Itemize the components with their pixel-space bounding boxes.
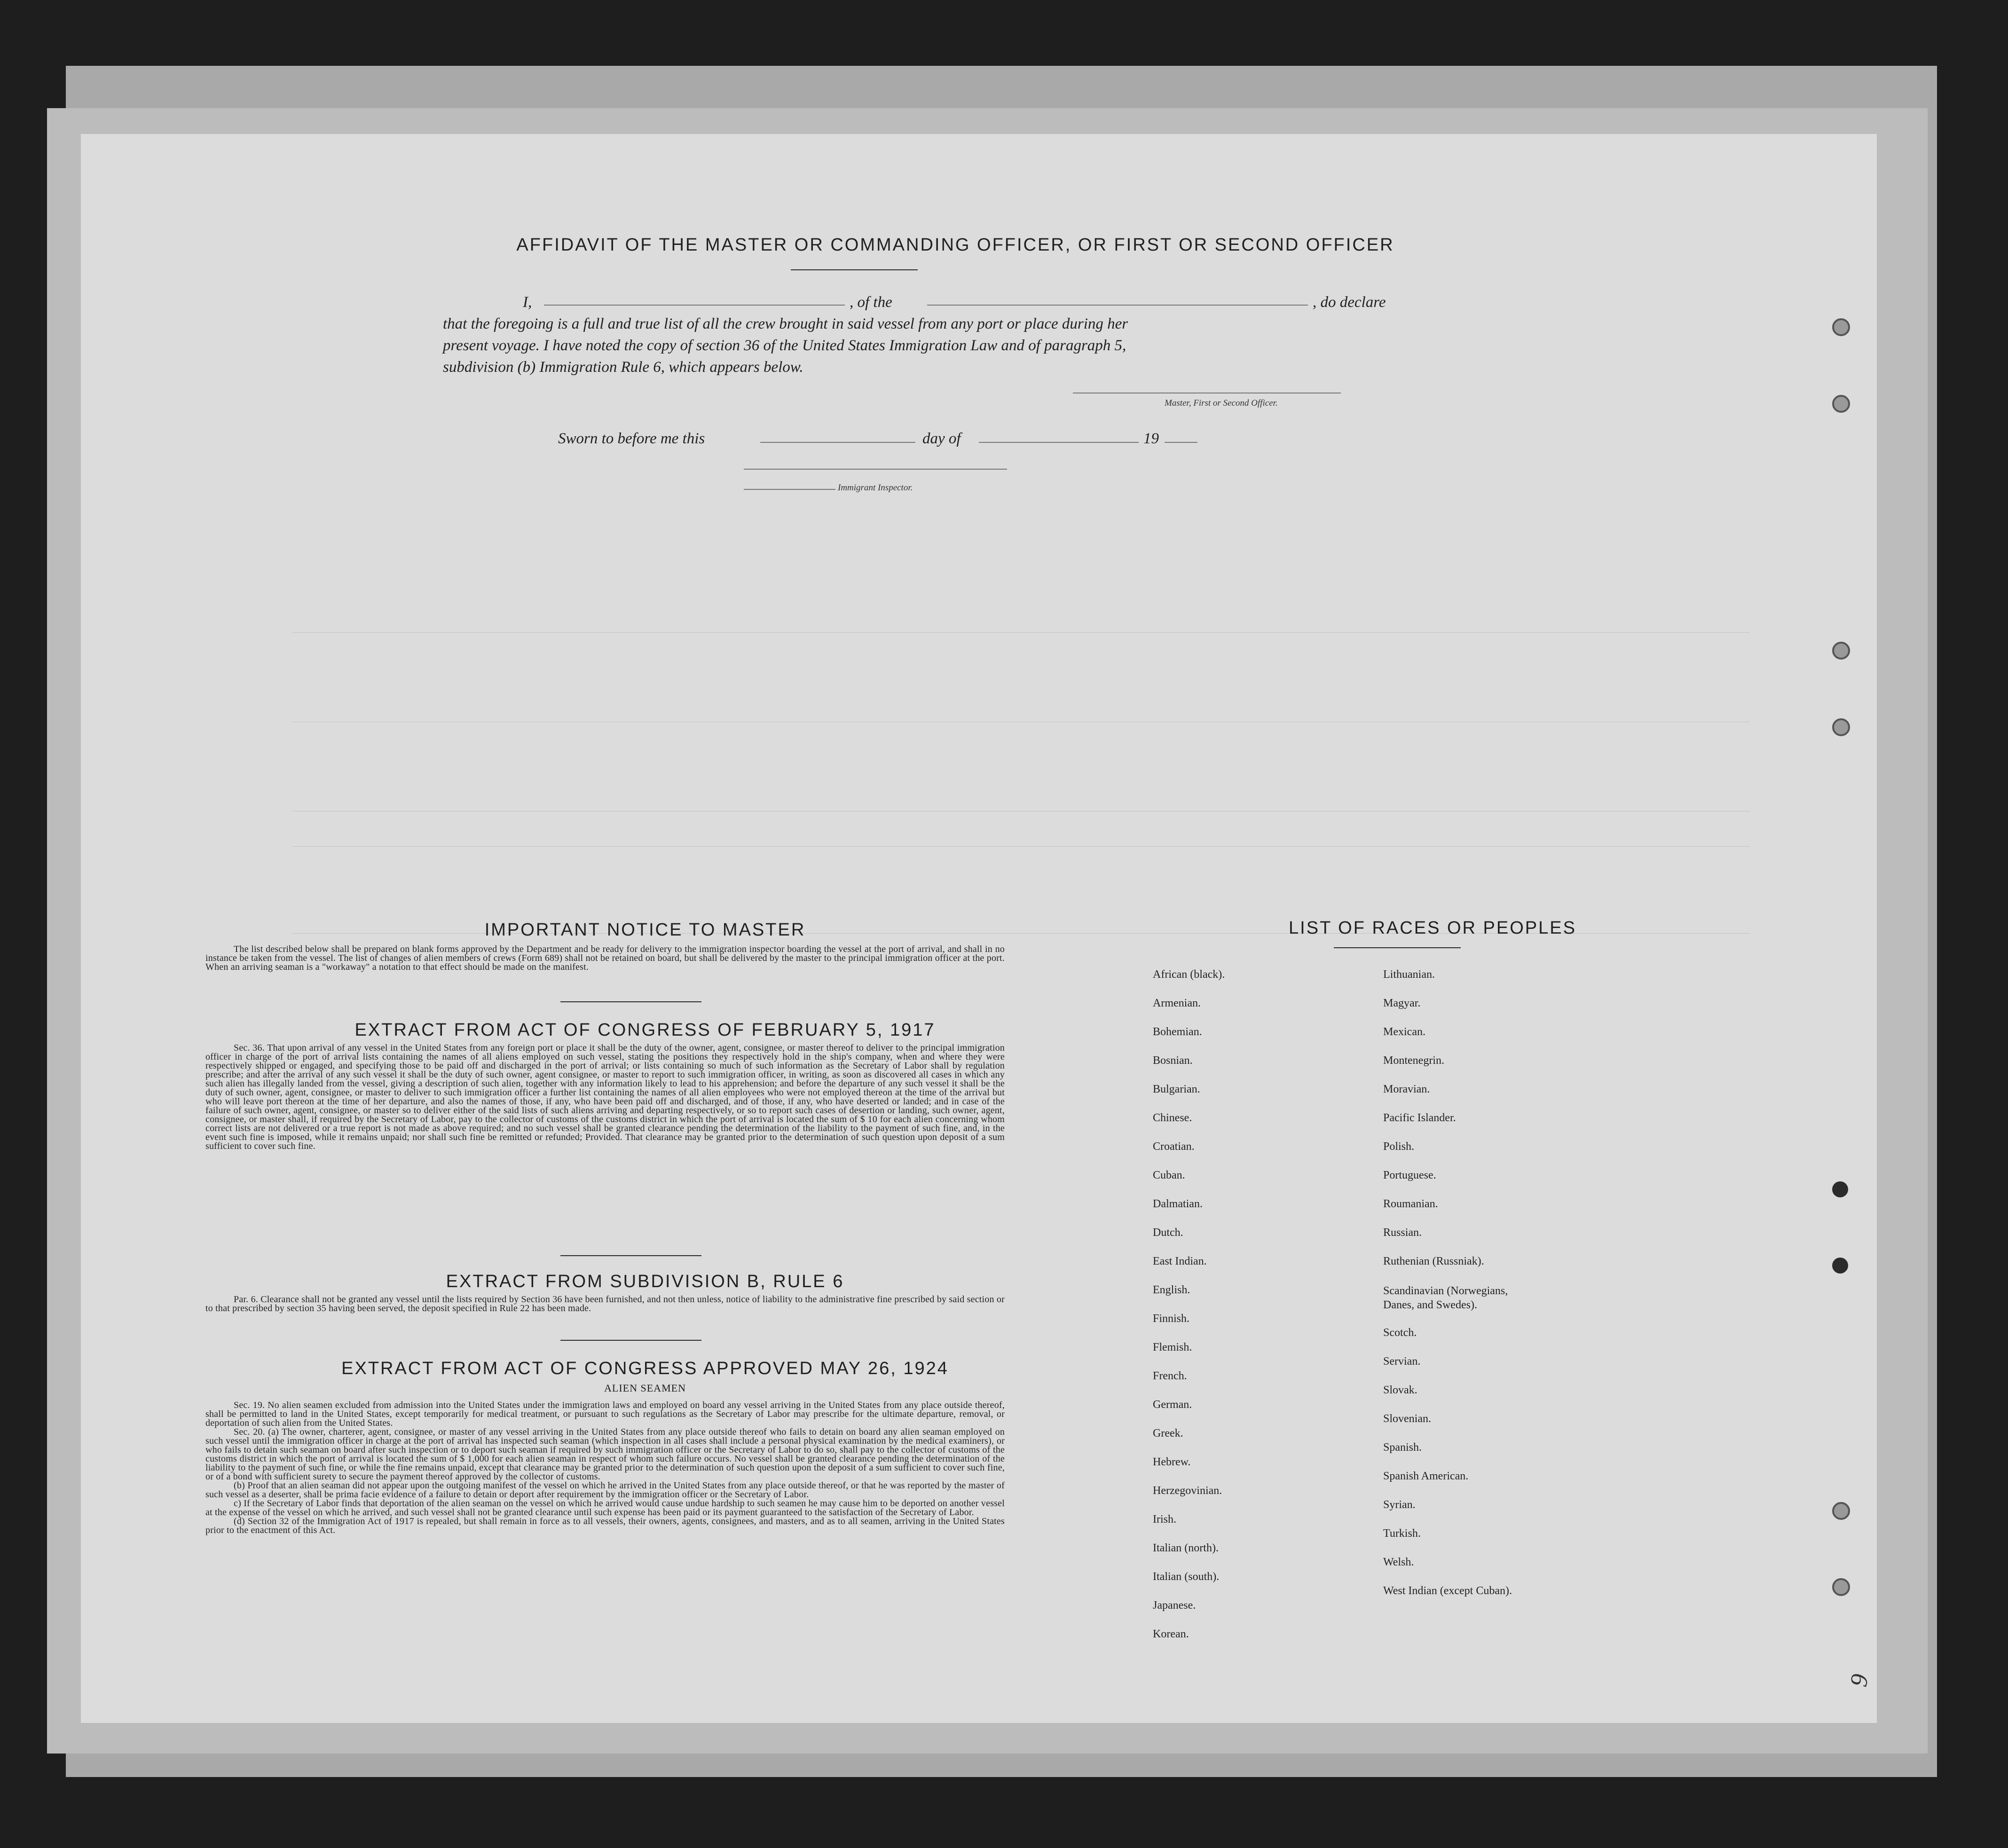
binder-hole (1832, 1578, 1850, 1596)
race-item: West Indian (except Cuban). (1383, 1585, 1512, 1597)
race-item: Korean. (1153, 1628, 1189, 1640)
race-item: Chinese. (1153, 1112, 1192, 1124)
binder-hole (1832, 395, 1850, 413)
title-rule (791, 269, 918, 270)
signature-caption: Master, First or Second Officer. (1165, 398, 1278, 408)
race-item: Slovak. (1383, 1384, 1417, 1396)
binder-hole (1832, 1502, 1850, 1520)
of-the-label: , of the (850, 294, 892, 311)
extract-1917-rule (560, 1255, 701, 1256)
race-item: Welsh. (1383, 1556, 1414, 1568)
sec20a-text: Sec. 20. (a) The owner, charterer, agent, consignee, or master of any vessel arriving in the United States from any place outside thereof who fails to detain on board any alien seaman employed on such vessel until the immigration officer in charge at the port of arrival has inspected such seaman (which inspection in all cases shall include a personal physical examination by the medical examiners), or who fails to detain such seaman on board after such inspection or to deport such seaman if required by such immigration officer or the Secretary of Labor to do so, shall pay to the collector of customs of the customs district in which the port of arrival is located the sum of $ 1,000 for each alien seaman in respect of whom such failure occurs. No vessel shall be granted clearance pending the determination of the liability to the payment of such fine, or while the fine remains unpaid, except that clearance may be granted prior to the determination of such question upon the deposit of a sum sufficient to cover such fine, or of a bond with sufficient surety to secure the payment thereof approved by the collector of customs. (205, 1427, 1005, 1482)
inspector-caption: Immigrant Inspector. (838, 483, 913, 493)
manifest-page (81, 134, 1877, 1723)
name-blank[interactable] (544, 305, 845, 306)
race-item: Magyar. (1383, 997, 1421, 1009)
race-item: Spanish American. (1383, 1470, 1469, 1482)
declaration-line-2: present voyage. I have noted the copy of section 36 of the United States Immigration Law and of paragraph 5, (443, 337, 1126, 354)
race-item: Polish. (1383, 1140, 1415, 1153)
extract-1924-body (205, 1401, 1005, 1535)
notice-rule (560, 1001, 701, 1002)
binder-hole (1832, 318, 1850, 336)
extract-rule6-body (205, 1295, 1005, 1313)
binder-hole (1832, 1258, 1848, 1274)
race-item: Armenian. (1153, 997, 1201, 1009)
extract-1924-title: EXTRACT FROM ACT OF CONGRESS APPROVED MAY 26, 1924 (341, 1359, 949, 1378)
race-item: Japanese. (1153, 1599, 1196, 1612)
month-blank[interactable] (979, 442, 1139, 443)
race-item: English. (1153, 1284, 1190, 1296)
day-blank[interactable] (760, 442, 915, 443)
race-item: Scandinavian (Norwegians, Danes, and Swedes). (1383, 1285, 1508, 1311)
race-item: Hebrew. (1153, 1456, 1191, 1468)
affidavit-title: AFFIDAVIT OF THE MASTER OR COMMANDING OFFICER, OR FIRST OR SECOND OFFICER (516, 235, 1394, 255)
race-item: French. (1153, 1370, 1187, 1382)
race-item: Mexican. (1383, 1026, 1425, 1038)
inspector-line-left (744, 489, 835, 490)
race-item: Lithuanian. (1383, 968, 1435, 981)
race-item: Bulgarian. (1153, 1083, 1200, 1095)
extract-rule6-title: EXTRACT FROM SUBDIVISION B, RULE 6 (446, 1272, 844, 1291)
do-declare-label: , do declare (1313, 294, 1386, 311)
extract-1917-body (205, 1044, 1005, 1151)
notice-text: The list described below shall be prepared on blank forms approved by the Department and be ready for delivery to the immigration inspector boarding the vessel at the port of arrival, and shall in no instance be taken from the vessel. The list of changes of alien members of crews (Form 689) shall not be retained on board, but shall be delivered by the master to the principal immigration officer at the port. When an arriving seaman is a "workaway" a notation to that effect should be made on the manifest. (205, 944, 1005, 972)
declaration-line-1: that the foregoing is a full and true list of all the crew brought in said vessel from any port or place during her (443, 315, 1128, 332)
race-item: Dalmatian. (1153, 1198, 1203, 1210)
race-item: Spanish. (1383, 1441, 1422, 1454)
race-item: Italian (north). (1153, 1542, 1219, 1554)
notice-title: IMPORTANT NOTICE TO MASTER (484, 920, 806, 940)
races-rule (1334, 947, 1461, 948)
sec20c-text: c) If the Secretary of Labor finds that deportation of the alien seaman on the vessel on which he arrived would cause undue hardship to such seamen he may cause him to be deported on another vessel at the expense of the vessel on which he arrived, and such vessel shall not be granted clearance until such expense has been paid or its payment guaranteed to the satisfaction of the Secretary of Labor. (205, 1498, 1005, 1518)
day-of-label: day of (922, 430, 961, 447)
binder-hole (1832, 642, 1850, 660)
blank-row (292, 632, 1750, 633)
sec19-text: Sec. 19. No alien seamen excluded from admission into the United States under the immigration laws and employed on board any vessel arriving in the United States from any place outside thereof, shall be permitted to land in the United States, except temporarily for medical treatment, or pursuant to such regulations as the Secretary of Labor may prescribe for the ultimate departure, removal, or deportation of such alien from the United States. (205, 1400, 1005, 1428)
extract-1917-text: Sec. 36. That upon arrival of any vessel in the United States from any foreign port or place it shall be the duty of the owner, agent, consignee, or master thereof to deliver to the principal immigration officer in charge of the port of arrival lists containing the names of all aliens employed on such vessel, stating the positions they respectively hold in the ship's company, when and where they were respectively shipped or engaged, and specifying those to be paid off and discharged in the port of arrival; or lists containing so much of such information as the Secretary of Labor shall by regulation prescribe; and after the arrival of any such vessel it shall be the duty of such owner, agent consignee, or master to report to such immigration officer, in writing, as soon as discovered all cases in which any such alien has illegally landed from the vessel, giving a description of such alien, together with any information likely to lead to his apprehension; and before the departure of any such vessel it shall be the duty of such owner, agent, consignee, or master to deliver to such immigration officer a further list containing the names of all alien employees who were not employed thereon at the time of the arrival but who will leave port thereon at the time of her departure, and also the names of those, if any, who have been paid off and discharged, and of those, if any, who have deserted or landed; and in case of the failure of such owner, agent, consignee, or master so to deliver either of the said lists of such aliens arriving and departing respectively, or so to report such cases of desertion or landing, such owner, agent, consignee, or master shall, if required by the Secretary of Labor, pay to the collector of customs of the customs district in which the port of arrival is located the sum of $ 10 for each alien concerning whom correct lists are not delivered or a true report is not made as above required; and no such vessel shall be granted clearance pending the determination of the liability to the payment of such fine, and, in the event such fine is imposed, while it remains unpaid; nor shall such fine be remitted or refunded; Provided. That clearance may be granted prior to the determination of such question upon deposit of a sum sufficient to cover such fine. (205, 1043, 1005, 1151)
vessel-blank[interactable] (927, 305, 1308, 306)
races-title: LIST OF RACES OR PEOPLES (1289, 918, 1576, 938)
year-blank[interactable] (1165, 442, 1197, 443)
race-item: Pacific Islander. (1383, 1112, 1456, 1124)
binder-hole (1832, 718, 1850, 736)
race-item: Italian (south). (1153, 1571, 1220, 1583)
race-item: Montenegrin. (1383, 1054, 1444, 1067)
extract-1917-title: EXTRACT FROM ACT OF CONGRESS OF FEBRUARY 5, 1917 (354, 1020, 936, 1040)
alien-seamen-subtitle: ALIEN SEAMEN (604, 1382, 686, 1394)
race-item: African (black). (1153, 968, 1225, 981)
race-item: Roumanian. (1383, 1198, 1438, 1210)
blank-row (292, 846, 1750, 847)
race-item: Dutch. (1153, 1227, 1183, 1239)
race-item: Portuguese. (1383, 1169, 1436, 1181)
race-item: German. (1153, 1399, 1192, 1411)
race-item: Irish. (1153, 1513, 1176, 1526)
inspector-signature-line[interactable] (744, 469, 1007, 470)
race-item: Ruthenian (Russniak). (1383, 1255, 1484, 1267)
race-item: Slovenian. (1383, 1413, 1431, 1425)
race-item: Scotch. (1383, 1327, 1417, 1339)
binder-hole (1832, 1181, 1848, 1197)
extract-rule6-rule (560, 1340, 701, 1341)
race-item: Russian. (1383, 1227, 1422, 1239)
race-item: Croatian. (1153, 1140, 1195, 1153)
year-label: 19 (1143, 430, 1159, 447)
race-item: Herzegovinian. (1153, 1485, 1222, 1497)
sworn-label: Sworn to before me this (558, 430, 705, 447)
sec20d-text: (d) Section 32 of the Immigration Act of 1917 is repealed, but shall remain in force as to all vessels, their owners, agents, consignees, and masters, and as to all seamen, arriving in the United States prior to the enactment of this Act. (205, 1516, 1005, 1535)
race-item: Servian. (1383, 1355, 1421, 1368)
sworn-line (558, 428, 1310, 449)
race-item: East Indian. (1153, 1255, 1207, 1267)
race-item: Turkish. (1383, 1527, 1421, 1540)
extract-rule6-text: Par. 6. Clearance shall not be granted any vessel until the lists required by Section 36 have been furnished, and not then unless, notice of liability to the administrative fine prescribed by said section or to that prescribed by section 35 having been served, the deposit specified in Rule 22 has been made. (205, 1294, 1005, 1313)
race-item: Bosnian. (1153, 1054, 1193, 1067)
race-item: Bohemian. (1153, 1026, 1202, 1038)
i-label: I, (523, 294, 532, 311)
race-item: Cuban. (1153, 1169, 1185, 1181)
race-item: Syrian. (1383, 1499, 1416, 1511)
page-number: 9 (1845, 1672, 1874, 1689)
race-item: Flemish. (1153, 1341, 1192, 1353)
declaration-line-3: subdivision (b) Immigration Rule 6, which appears below. (443, 359, 803, 376)
race-item: Moravian. (1383, 1083, 1430, 1095)
sec20b-text: (b) Proof that an alien seaman did not appear upon the outgoing manifest of the vessel on which he arrived in the United States from any place outside thereof, or that he was reported by the master of such vessel as a deserter, shall be prima facie evidence of a failure to detain or deport after requirement by the immigration officer or the Secretary of Labor. (205, 1480, 1005, 1500)
race-item: Greek. (1153, 1427, 1183, 1439)
affidavit-declaration (443, 291, 1421, 378)
race-item: Finnish. (1153, 1313, 1190, 1325)
notice-body (205, 945, 1005, 972)
